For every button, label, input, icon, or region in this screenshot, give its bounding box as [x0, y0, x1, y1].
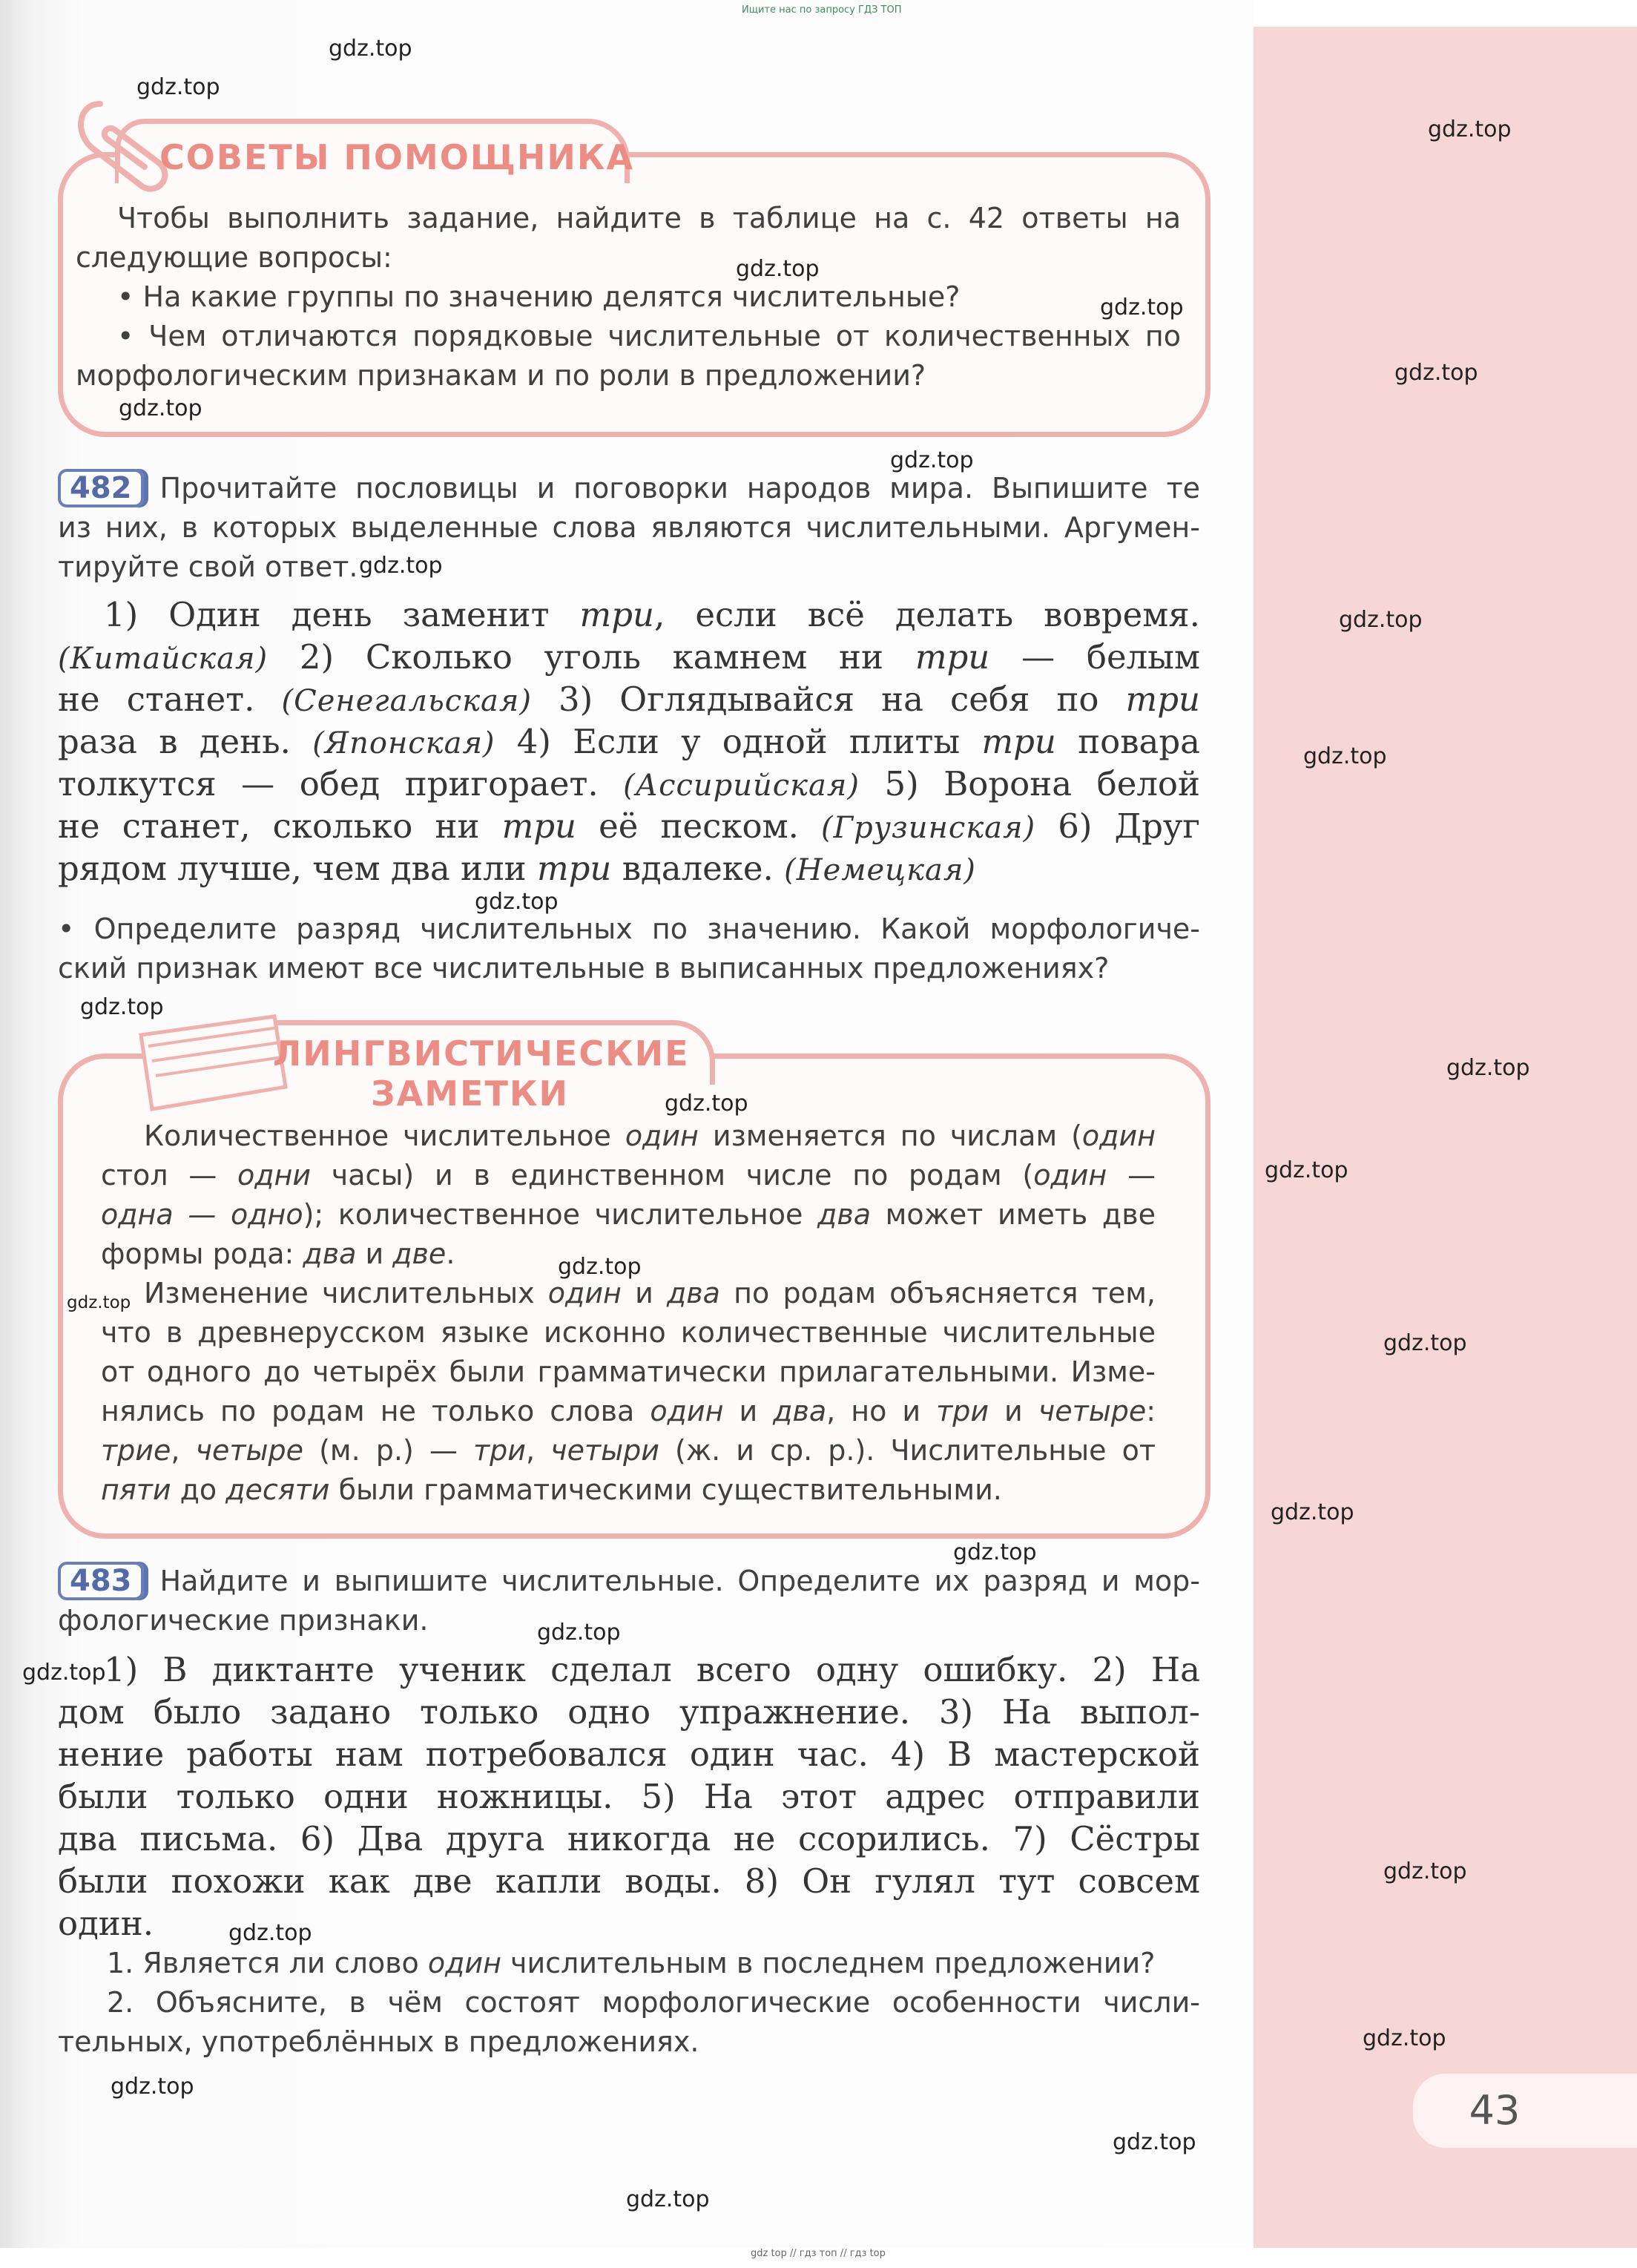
watermark: gdz.top: [80, 994, 164, 1020]
tips-line-5: морфологическим признакам и по роли в предложении?: [76, 359, 926, 392]
q1b: один: [427, 1947, 501, 1979]
watermark: gdz.top: [665, 1091, 748, 1117]
pl4d: повара: [1055, 722, 1201, 761]
watermark: gdz.top: [136, 74, 220, 100]
watermark: gdz.top: [1303, 743, 1387, 769]
exercise-483-task: [58, 1562, 1200, 1640]
n5a: Изменение числительных: [144, 1277, 548, 1309]
watermark: gdz.top: [736, 256, 820, 282]
pl4src: (Японская): [312, 726, 495, 760]
ex483-task-line-1: [58, 1562, 1200, 1601]
pl7c: вдалеке.: [611, 849, 785, 888]
pl1b: три: [579, 595, 655, 634]
watermark: gdz.top: [1428, 116, 1512, 142]
ex482-task-text-1: Прочитайте пословицы и поговорки народов мира. Выпишите те: [159, 472, 1200, 504]
n3b: ); количественное числительное: [303, 1198, 818, 1231]
watermark: gdz.top: [22, 1660, 106, 1686]
pl6src: (Грузинская): [821, 811, 1036, 845]
watermark: gdz.top: [67, 1293, 131, 1312]
n9c: четыре: [195, 1434, 303, 1467]
watermark: gdz.top: [1339, 607, 1423, 633]
n8h: четыре: [1038, 1395, 1147, 1427]
pl5b: 5) Ворона белой: [860, 764, 1201, 803]
ex482-question-line-1: • Определите разряд числительных по значению. Какой морфологиче-: [58, 913, 1200, 945]
n1b: один: [625, 1120, 699, 1152]
pl2src: (Китайская): [58, 642, 269, 676]
n9e: три: [473, 1434, 526, 1467]
note-line-7: от одного до четырёх были грамматически прилагательными. Изме-: [101, 1355, 1156, 1388]
ex483-task-line-2: фологические признаки.: [58, 1604, 429, 1637]
proverb-line-6: [58, 805, 1200, 847]
watermark: gdz.top: [558, 1254, 642, 1280]
bottom-note: gdz top // гдз топ // гдз top: [751, 2248, 886, 2259]
n5e: по родам объясняется тем,: [719, 1277, 1156, 1309]
tips-line-3: • На какие группы по значению делятся числительные?: [117, 280, 961, 313]
n3d: может иметь две: [871, 1198, 1156, 1231]
pl1a: 1) Один день заменит: [104, 595, 580, 634]
tips-text: [76, 199, 1181, 395]
pl6a: не станет, сколько ни: [58, 806, 502, 846]
ex483-question-2-line-1: 2. Объясните, в чём состоят морфологические особенности числи-: [107, 1986, 1200, 2019]
pl6b: три: [501, 806, 577, 846]
pl3src: (Сенегальская): [281, 684, 532, 718]
n1a: Количественное числительное: [144, 1120, 625, 1152]
note-line-3: [101, 1195, 1156, 1235]
exercise-483-number: 483: [58, 1562, 144, 1600]
proverb-line-7: [58, 847, 1200, 890]
n1d: один: [1081, 1120, 1156, 1152]
exercise-483-text: [58, 1649, 1200, 1945]
n5c: и: [621, 1277, 667, 1309]
watermark: gdz.top: [1383, 1858, 1467, 1884]
pl7a: рядом лучше, чем два или: [58, 849, 537, 888]
pl5src: (Ассирийская): [623, 769, 860, 803]
pl2c: — белым: [989, 637, 1200, 677]
n5b: один: [547, 1277, 622, 1309]
n9d: (м. р.) —: [303, 1434, 473, 1467]
n2c: часы) и в единственном числе по родам (: [311, 1159, 1034, 1191]
pl2b: три: [915, 637, 990, 677]
watermark: gdz.top: [1271, 1499, 1354, 1525]
n1c: изменяется по числам (: [698, 1120, 1082, 1152]
pl3b: 3) Оглядывайся на себя по: [531, 680, 1126, 719]
n9f: ,: [525, 1434, 551, 1467]
watermark: gdz.top: [537, 1620, 621, 1646]
watermark: gdz.top: [119, 395, 202, 421]
n3a: одна — одно: [101, 1198, 303, 1231]
ex483-line-1: 1) В диктанте ученик сделал всего одну ошибку. 2) На: [104, 1650, 1200, 1689]
proverb-line-2: [58, 636, 1200, 678]
n10b: до: [171, 1473, 226, 1506]
n5d: два: [666, 1277, 720, 1309]
proverb-line-3: [58, 678, 1200, 720]
watermark: gdz.top: [1363, 2025, 1446, 2051]
pl3a: не станет.: [58, 680, 282, 719]
watermark: gdz.top: [1265, 1157, 1348, 1183]
proverb-line-4: [58, 720, 1200, 763]
note-line-9: [101, 1431, 1156, 1470]
n8f: три: [936, 1395, 989, 1427]
ex482-question-line-2: ский признак имеют все числительные в выписанных предложениях?: [58, 952, 1110, 985]
n2b: одни: [237, 1159, 312, 1191]
ex483-line-6: были похожи как две капли воды. 8) Он гулял тут совсем: [58, 1861, 1200, 1901]
pl6d: 6) Друг: [1035, 806, 1200, 846]
exercise-482-number: 482: [58, 469, 144, 507]
ex482-task-line-3: тируйте свой ответ.: [58, 550, 358, 583]
n9a: трие: [101, 1434, 171, 1467]
n8b: один: [650, 1395, 724, 1427]
proverb-line-5: [58, 763, 1200, 805]
watermark: gdz.top: [1383, 1330, 1467, 1356]
exercise-482-proverbs: [58, 594, 1200, 890]
n8c: и: [723, 1395, 774, 1427]
ex483-line-7: один.: [58, 1904, 154, 1943]
tips-line-4: • Чем отличаются порядковые числительные от количественных по: [117, 320, 1181, 352]
top-note: Ищите нас по запросу ГДЗ ТОП: [742, 4, 902, 16]
n2d: один: [1033, 1159, 1107, 1191]
ex482-task-line-2: из них, в которых выделенные слова являются числительными. Аргумен-: [58, 511, 1200, 544]
n2a: стол —: [101, 1159, 237, 1191]
q1a: 1. Является ли слово: [107, 1947, 428, 1979]
watermark: gdz.top: [228, 1920, 312, 1946]
watermark: gdz.top: [1113, 2129, 1196, 2155]
watermark: gdz.top: [1100, 295, 1184, 321]
n4c: и: [356, 1237, 393, 1270]
n8a: нялись по родам не только слова: [101, 1395, 650, 1427]
ex483-task-text-1: Найдите и выпишите числительные. Определите их разряд и мор-: [159, 1565, 1200, 1597]
n2e: —: [1107, 1159, 1156, 1191]
n9g: четыри: [550, 1434, 659, 1467]
pl4b: 4) Если у одной плиты: [495, 722, 982, 761]
watermark: gdz.top: [111, 2074, 194, 2100]
n8d: два: [773, 1395, 827, 1427]
ex483-line-5: два письма. 6) Два друга никогда не ссорились. 7) Сёстры: [58, 1819, 1200, 1858]
ex482-task-line-1: [58, 469, 1200, 508]
watermark: gdz.top: [626, 2186, 710, 2212]
n10c: десяти: [225, 1473, 330, 1506]
q1c: числительным в последнем предложении?: [501, 1947, 1156, 1979]
pl5a: толкутся — обед пригорает.: [58, 764, 624, 803]
pl7src: (Немецкая): [784, 853, 976, 887]
page-number: 43: [1469, 2087, 1521, 2134]
pl4a: раза в день.: [58, 722, 313, 761]
n3c: два: [817, 1198, 872, 1231]
watermark: gdz.top: [329, 36, 412, 62]
ex483-question-2-line-2: тельных, употреблённых в предложениях.: [58, 2025, 699, 2058]
pl1c: , если всё делать вовремя.: [654, 595, 1200, 634]
n4b: два: [303, 1237, 357, 1270]
n8e: , но и: [826, 1395, 937, 1427]
ex483-line-3: нение работы нам потребовался один час. 4) В мастерской: [58, 1735, 1200, 1774]
notes-title-line-1: ЛИНГВИСТИЧЕСКИЕ: [273, 1033, 690, 1074]
tips-line-1: Чтобы выполнить задание, найдите в таблице на с. 42 ответы на: [117, 202, 1181, 234]
pl7b: три: [536, 849, 612, 888]
watermark: gdz.top: [1446, 1055, 1530, 1081]
note-line-1: [101, 1117, 1156, 1156]
pl3c: три: [1125, 680, 1201, 719]
ex483-line-4: были только одни ножницы. 5) На этот адрес отправили: [58, 1777, 1200, 1816]
watermark: gdz.top: [953, 1539, 1037, 1565]
n4a: формы рода:: [101, 1237, 303, 1270]
tips-line-2: следующие вопросы:: [76, 241, 392, 274]
n4d: две: [392, 1237, 447, 1270]
n9h: (ж. и ср. р.). Числительные от: [659, 1434, 1156, 1467]
note-line-10: [101, 1470, 1156, 1510]
watermark: gdz.top: [359, 553, 443, 579]
exercise-483-questions: [58, 1944, 1200, 2062]
n10a: пяти: [101, 1473, 171, 1506]
notes-text: [101, 1117, 1156, 1510]
notebook-icon: [126, 1005, 297, 1117]
n8i: :: [1146, 1395, 1156, 1427]
proverb-line-1: [58, 594, 1200, 636]
n4e: .: [446, 1237, 455, 1270]
note-line-6: что в древнерусском языке исконно количественные числительные: [101, 1316, 1156, 1349]
exercise-482-question: [58, 910, 1200, 988]
watermark: gdz.top: [475, 889, 559, 915]
watermark: gdz.top: [890, 447, 974, 473]
notes-title-line-2: ЗАМЕТКИ: [371, 1074, 569, 1114]
note-line-8: [101, 1392, 1156, 1431]
exercise-482-task: [58, 469, 1200, 587]
ex483-question-1: [58, 1944, 1200, 1983]
watermark: gdz.top: [1394, 360, 1478, 386]
ex483-line-2: дом было задано только одно упражнение. 3) На выпол-: [58, 1692, 1200, 1732]
n10d: были грамматическими существительными.: [329, 1473, 1002, 1506]
pl6c: её песком.: [576, 806, 822, 846]
pl2a: 2) Сколько уголь камнем ни: [268, 637, 915, 677]
tips-title: СОВЕТЫ ПОМОЩНИКА: [159, 137, 635, 177]
n8g: и: [989, 1395, 1038, 1427]
n9b: ,: [171, 1434, 196, 1467]
pl4c: три: [981, 722, 1056, 761]
note-line-2: [101, 1156, 1156, 1195]
